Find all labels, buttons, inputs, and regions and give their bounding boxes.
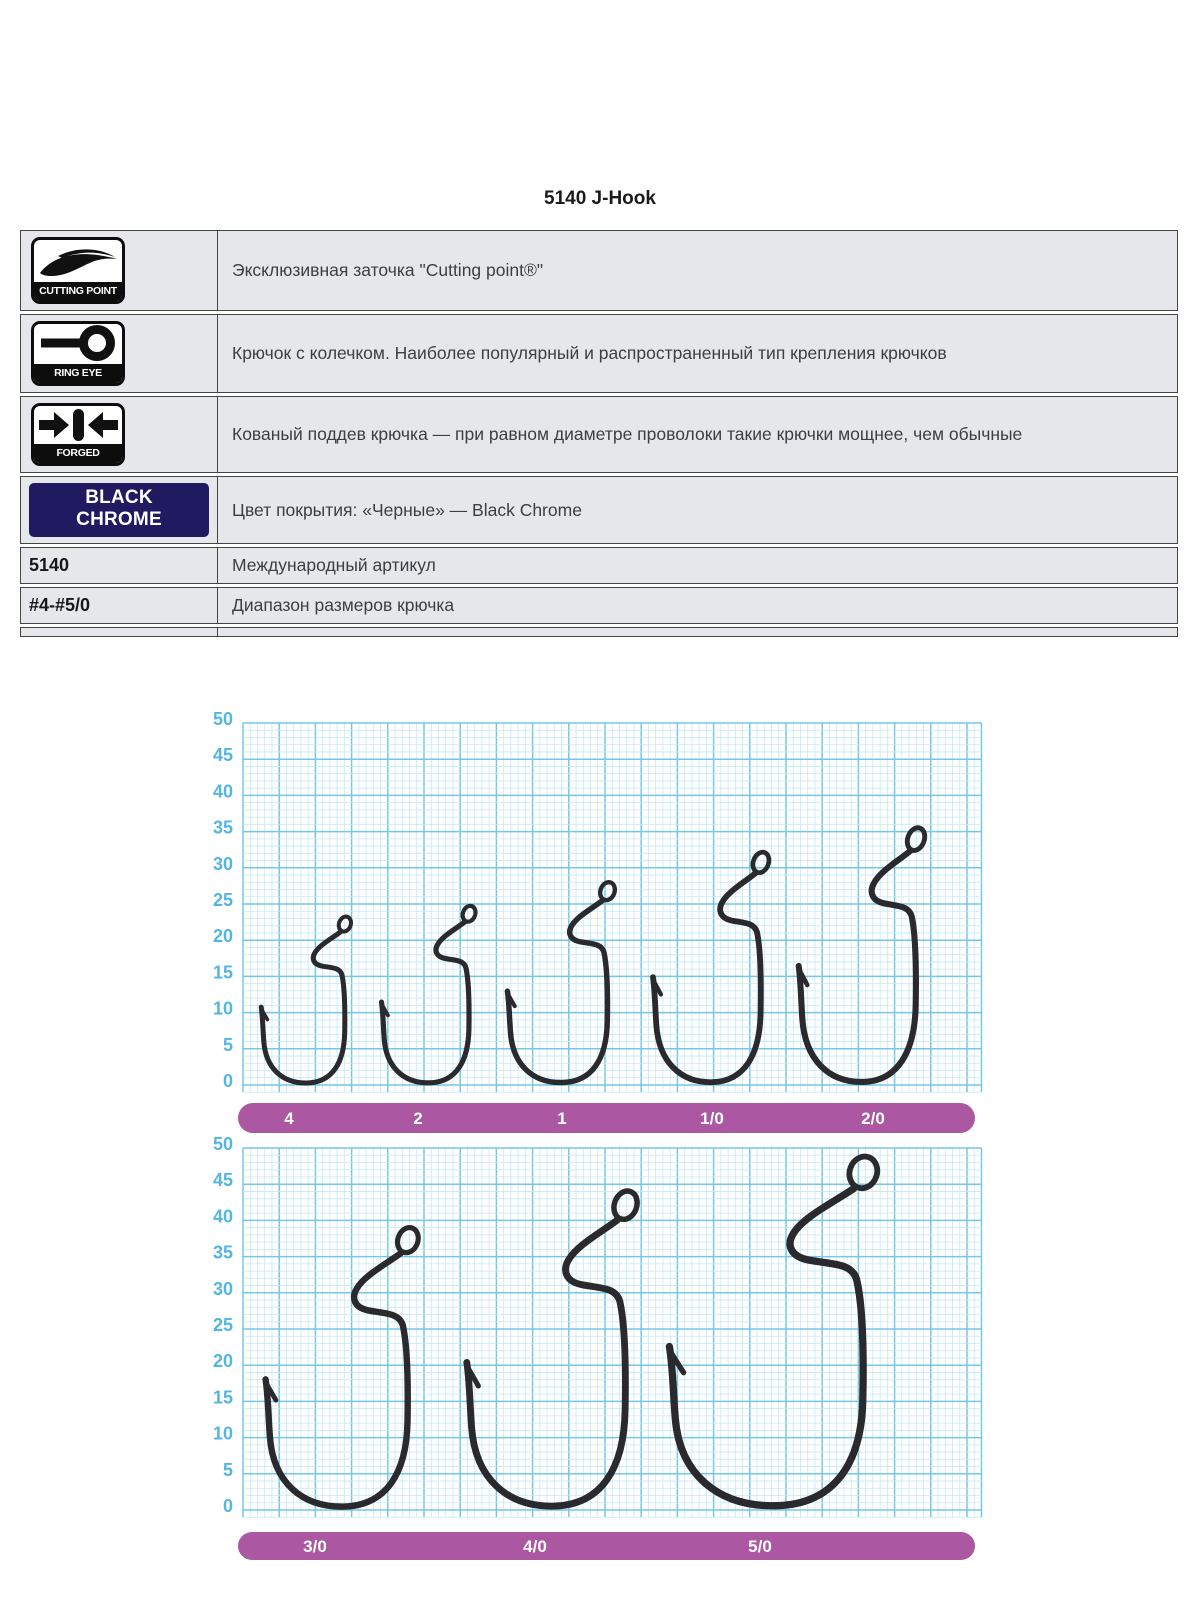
icon-caption: RING EYE: [34, 364, 122, 383]
hook-illustration-2/0: [799, 825, 928, 1082]
table-row: [20, 547, 1178, 584]
hook-size-chart-large: [185, 1134, 995, 1579]
y-tick-label: 5: [222, 1459, 233, 1480]
y-tick-label: 0: [222, 1071, 233, 1091]
forged-icon: [31, 403, 125, 466]
feature-description: Кованый поддев крючка — при равном диаметре проволоки такие крючки мощнее, чем обычные: [232, 424, 1023, 445]
feature-description: Международный артикул: [232, 555, 436, 575]
hook-size-chart-small: [185, 690, 995, 1140]
size-band-label: 1/0: [700, 1109, 724, 1128]
size-band-label: 3/0: [303, 1537, 327, 1556]
icon-caption: FORGED: [34, 444, 122, 463]
y-tick-label: 20: [212, 926, 233, 947]
table-row-partial: [20, 627, 1178, 637]
y-tick-label: 35: [212, 817, 233, 838]
size-band-label: 4: [284, 1109, 294, 1128]
y-tick-label: 45: [212, 745, 233, 766]
y-tick-label: 45: [212, 1170, 233, 1191]
y-tick-label: 40: [212, 781, 233, 802]
size-band-label: 5/0: [748, 1537, 772, 1556]
table-row: [20, 230, 1178, 311]
icon-caption: CUTTING POINT: [34, 282, 122, 301]
y-tick-label: 25: [212, 1315, 233, 1335]
black-chrome-badge: BLACK CHROME: [29, 483, 209, 537]
hook-illustration-4/0: [467, 1188, 641, 1506]
y-tick-label: 50: [212, 1134, 233, 1154]
y-tick-label: 35: [212, 1242, 233, 1263]
y-tick-label: 20: [212, 1351, 233, 1372]
feature-description: Эксклюзивная заточка "Cutting point®": [232, 260, 544, 281]
article-number: 5140: [29, 554, 70, 575]
hook-illustration-1: [507, 880, 617, 1082]
hook-illustration-1/0: [653, 850, 772, 1082]
y-tick-label: 15: [212, 962, 233, 983]
size-band-label: 2/0: [861, 1109, 885, 1128]
size-band-label: 1: [557, 1109, 567, 1128]
table-row: [20, 587, 1178, 624]
size-range: #4-#5/0: [29, 594, 91, 615]
feature-description: Цвет покрытия: «Черные» — Black Chrome: [232, 499, 582, 520]
feature-description: Диапазон размеров крючка: [232, 594, 455, 615]
forged-glyph: [34, 406, 122, 444]
size-band: [238, 1532, 975, 1560]
y-tick-label: 40: [212, 1206, 233, 1227]
table-row: [20, 396, 1178, 473]
features-table: [20, 230, 1178, 637]
y-tick-label: 0: [222, 1496, 233, 1516]
ring-eye-glyph: [34, 324, 122, 364]
y-tick-label: 10: [212, 998, 233, 1019]
feature-description: Крючок с колечком. Наиболее популярный и распространенный тип крепления крючков: [232, 343, 947, 364]
y-tick-label: 50: [212, 709, 233, 729]
y-tick-label: 10: [212, 1423, 233, 1444]
ring-eye-icon: [31, 321, 125, 386]
table-row: [20, 476, 1178, 544]
y-tick-label: 25: [212, 890, 233, 910]
page-title: 5140 J-Hook: [544, 188, 656, 209]
size-band-label: 2: [413, 1109, 423, 1128]
y-tick-label: 30: [212, 853, 233, 874]
y-tick-label: 30: [212, 1278, 233, 1299]
y-tick-label: 15: [212, 1387, 233, 1408]
cutting-point-icon: [31, 237, 125, 304]
size-band-label: 4/0: [523, 1537, 547, 1556]
y-tick-label: 5: [222, 1034, 233, 1055]
cutting-point-glyph: [34, 240, 122, 282]
table-row: [20, 314, 1178, 393]
